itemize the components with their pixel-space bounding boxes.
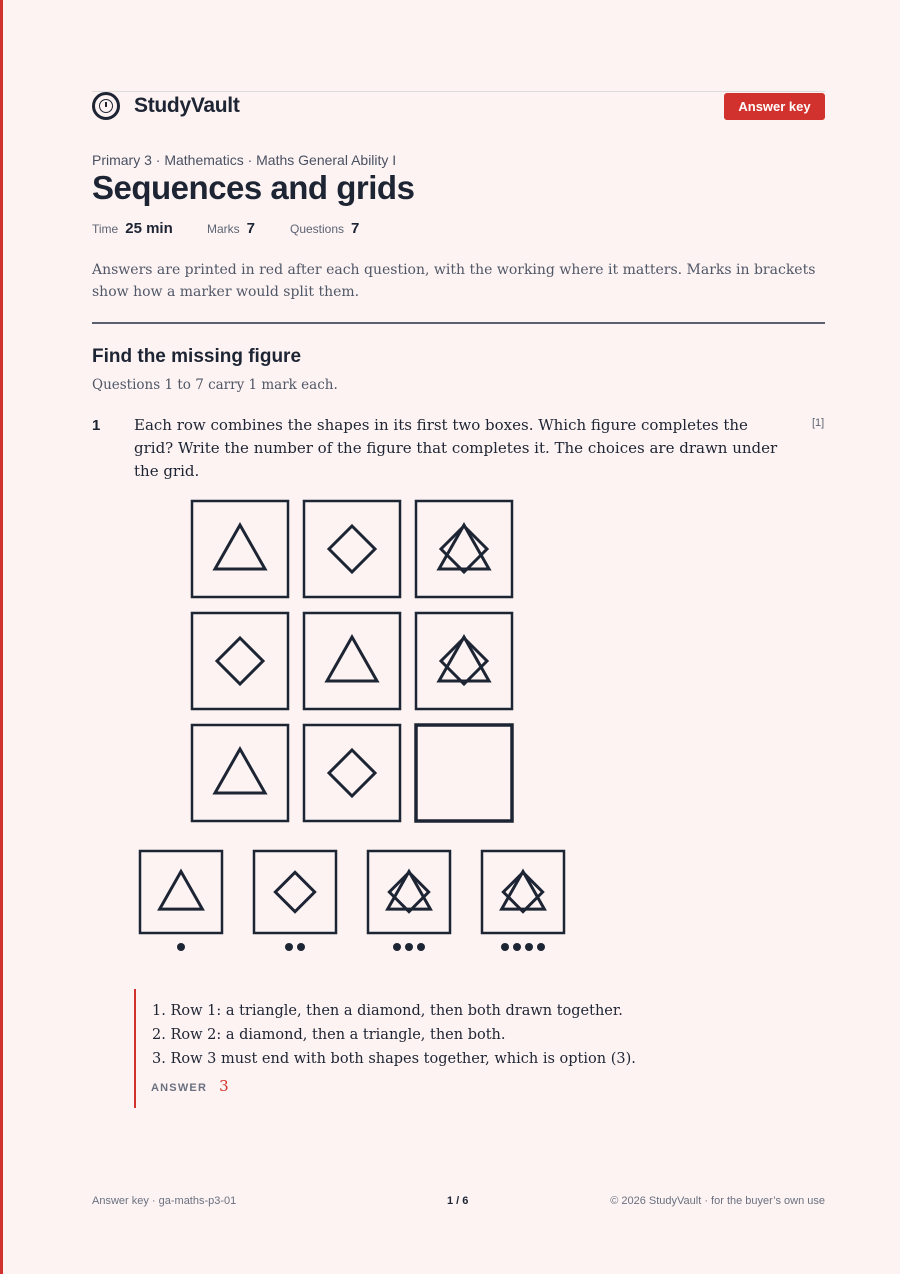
page-title: Sequences and grids xyxy=(92,169,415,206)
option-box xyxy=(254,851,336,933)
footer-page-number: 1 / 6 xyxy=(447,1195,469,1207)
triangle-shape xyxy=(215,525,265,569)
answer-key-badge: Answer key xyxy=(724,93,825,120)
working-step: 1. Row 1: a triangle, then a diamond, then both drawn together. xyxy=(152,1003,623,1019)
diamond-shape xyxy=(329,526,375,572)
diamond-shape xyxy=(441,638,487,684)
diamond-shape xyxy=(275,872,314,911)
triangle-shape xyxy=(439,525,489,569)
working-step: 2. Row 2: a diamond, then a triangle, then both. xyxy=(152,1027,506,1043)
option-dot xyxy=(285,943,293,951)
option-box xyxy=(368,851,450,933)
triangle-shape xyxy=(215,749,265,793)
section-subtitle: Questions 1 to 7 carry 1 mark each. xyxy=(92,377,338,393)
triangle-shape xyxy=(502,872,545,910)
grid-cell xyxy=(304,725,400,821)
figure-options xyxy=(138,849,578,959)
answer-value: 3 xyxy=(219,1077,229,1095)
working-step: 3. Row 3 must end with both shapes together, which is option (3). xyxy=(152,1051,636,1067)
grid-cell xyxy=(304,501,400,597)
answer-working xyxy=(134,989,756,1108)
diamond-shape xyxy=(217,638,263,684)
section-divider xyxy=(92,322,825,324)
brand xyxy=(92,92,240,120)
option-box xyxy=(482,851,564,933)
meta-marks xyxy=(207,220,255,237)
triangle-shape xyxy=(439,637,489,681)
option-dot xyxy=(417,943,425,951)
triangle-shape xyxy=(327,637,377,681)
question-text: Each row combines the shapes in its first two boxes. Which figure completes the grid? Write the number of the figure that completes it. The choices are drawn under the grid. xyxy=(134,416,778,480)
meta-questions-label: Questions xyxy=(290,222,345,236)
meta-time-label: Time xyxy=(92,222,119,236)
triangle-shape xyxy=(160,872,203,910)
meta-questions-value: 7 xyxy=(351,220,360,237)
footer-copyright: © 2026 StudyVault · for the buyer’s own use xyxy=(610,1195,825,1207)
option-dot xyxy=(393,943,401,951)
missing-cell xyxy=(416,725,512,821)
triangle-shape xyxy=(388,872,431,910)
option-dot xyxy=(501,943,509,951)
grid-cell xyxy=(304,613,400,709)
diamond-shape xyxy=(503,872,542,911)
footer-reference: Answer key · ga-maths-p3-01 xyxy=(92,1195,237,1207)
meta-marks-value: 7 xyxy=(246,220,256,237)
option-dot xyxy=(177,943,185,951)
meta-marks-label: Marks xyxy=(207,222,240,236)
section-title: Find the missing figure xyxy=(92,346,302,367)
option-dot xyxy=(537,943,545,951)
option-dot xyxy=(297,943,305,951)
diamond-shape xyxy=(389,872,428,911)
grid-cell xyxy=(192,613,288,709)
option-dot xyxy=(525,943,533,951)
question-marks: [1] xyxy=(812,417,825,429)
left-accent-bar xyxy=(0,0,3,1274)
figure-grid xyxy=(190,499,520,829)
diamond-shape xyxy=(329,750,375,796)
intro-text: Answers are printed in red after each question, with the working where it matters. Marks in brackets show how a marker would split them. xyxy=(92,262,816,300)
option-dot xyxy=(405,943,413,951)
meta-time xyxy=(92,220,173,237)
grid-cell xyxy=(416,501,512,597)
grid-cell xyxy=(192,725,288,821)
diamond-shape xyxy=(441,526,487,572)
brand-name: StudyVault xyxy=(134,94,240,117)
question-number: 1 xyxy=(92,417,101,434)
brand-logo-icon xyxy=(92,92,120,120)
answer-row xyxy=(151,1077,229,1095)
grid-cell xyxy=(192,501,288,597)
grid-cell xyxy=(416,613,512,709)
meta-questions xyxy=(290,220,359,237)
working-steps xyxy=(152,999,636,1071)
breadcrumb: Primary 3 · Mathematics · Maths General Ability I xyxy=(92,152,397,168)
option-box xyxy=(140,851,222,933)
option-dot xyxy=(513,943,521,951)
answer-label: ANSWER xyxy=(151,1082,208,1094)
meta-time-value: 25 min xyxy=(125,220,173,237)
